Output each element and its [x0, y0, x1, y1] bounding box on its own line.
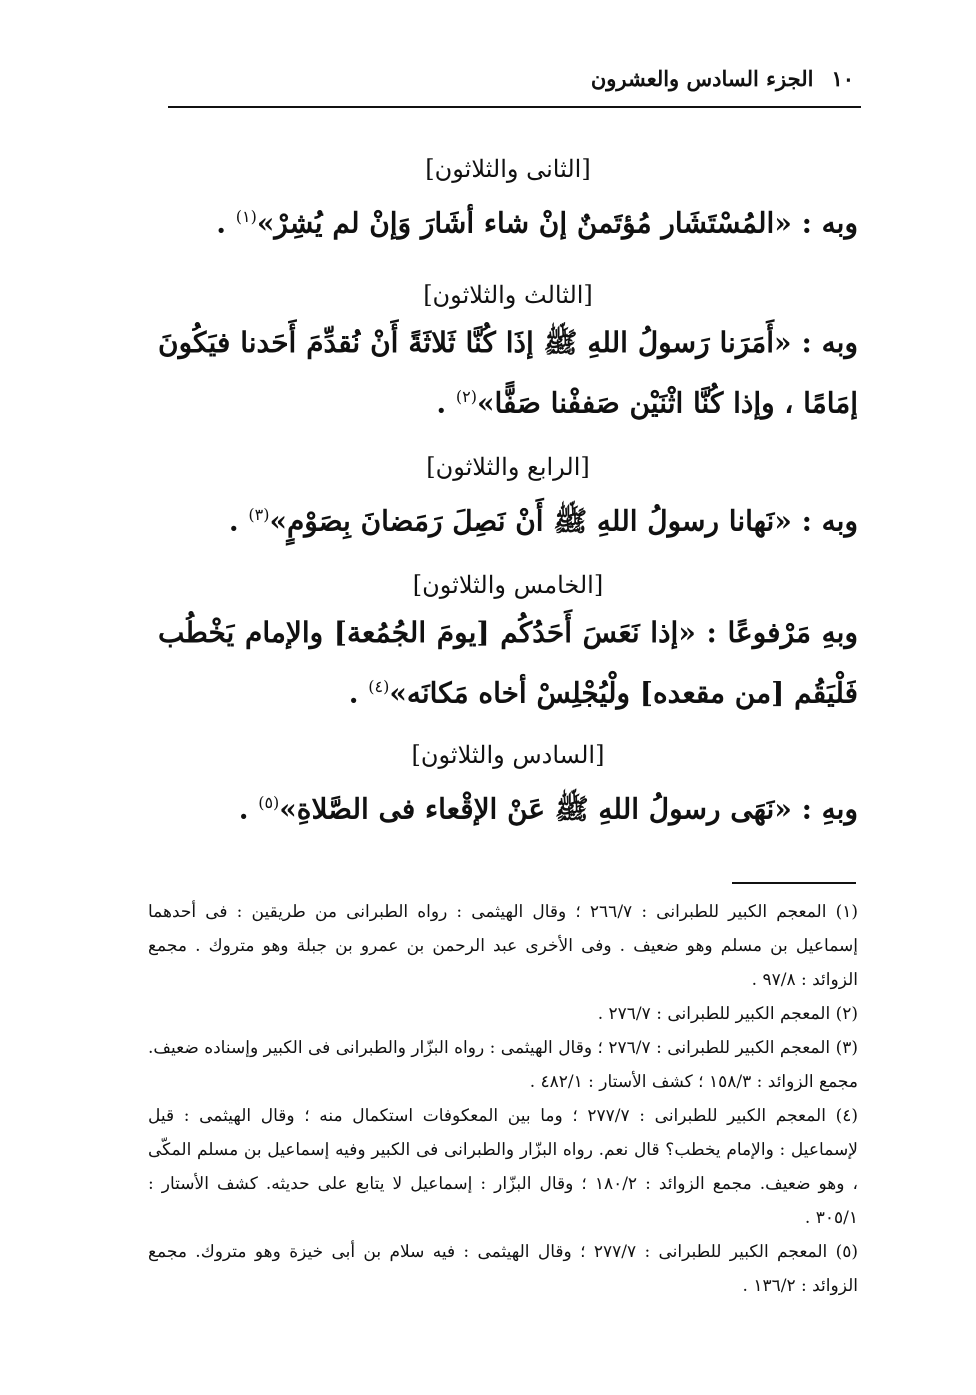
footnote-marker: (١) [235, 207, 257, 226]
hadith-35 [158, 568, 858, 720]
hadith-heading: [الثالث والثلاثون] [423, 281, 593, 309]
hadith-34 [158, 450, 858, 548]
hadith-heading: [الثانى والثلاثون] [425, 155, 591, 183]
hadith-body: وبهِ مَرْفوعًا : «إذا نَعَسَ أَحَدُكُم [يومَ الجُمُعة] والإمام يَخْطُب فَلْيَقُم [من مقعده] ولْيُجْلِسْ أخاه مَكانَه» [158, 616, 858, 710]
hadith-body: وبهِ : «نَهَى رسولُ اللهِ ﷺ عَنْ الإقْعاء فى الصَّلاةِ» [279, 792, 858, 826]
hadith-body: وبه : «نَهانا رسولُ اللهِ ﷺ أَنْ نَصِلَ رَمَضانَ بِصَوْمٍ» [269, 504, 858, 538]
footnote-2: (٢) المعجم الكبير للطبرانى : ٢٧٦/٧ . [597, 1004, 858, 1024]
hadith-36 [158, 738, 858, 836]
footnote-4: (٤) المعجم الكبير للطبرانى : ٢٧٧/٧ ؛ وما بين المعكوفات استكمال منه ؛ وقال الهيثمى : قيل لإسماعيل : والإمام يخطب؟ قال نعم. رواه البزّار والطبرانى فى الكبير وفيه إسماعيل بن مسلم المكّى ، وهو ضعيف. مجمع الزوائد : ١٨٠/٢ ؛ وقال البزّار : إسماعيل لا يتابع على حديثه. كشف الأستار : ٣٠٥/١ . [148, 1106, 858, 1228]
hadith-body: وبه : «أَمَرَنا رَسولُ اللهِ ﷺ إذَا كُنَّا ثَلاثَةً أَنْ نُقدِّمَ أَحَدنا فيَكُونَ إمَامًا ، وإذا كُنَّا اثْنَيْن صَففْنا صَفًّا» [158, 326, 858, 420]
hadith-text [158, 606, 858, 720]
footnote-5: (٥) المعجم الكبير للطبرانى : ٢٧٧/٧ ؛ وقال الهيثمى : فيه سلام بن أبى خيزة وهو متروك. مجمع الزوائد : ١٣٦/٢ . [148, 1242, 859, 1296]
footnote-marker: (٤) [368, 677, 390, 696]
hadith-end: . [216, 206, 236, 240]
hadith-end: . [436, 386, 456, 420]
header-rule [168, 106, 861, 108]
hadith-heading: [الخامس والثلاثون] [412, 571, 604, 599]
hadith-heading: [الرابع والثلاثون] [426, 453, 590, 481]
hadith-text [158, 190, 858, 250]
running-title: الجزء السادس والعشرون [590, 66, 814, 91]
footnote-marker: (٢) [455, 387, 477, 406]
hadith-text [158, 776, 858, 836]
hadith-end: . [228, 504, 249, 538]
hadith-end: . [348, 676, 369, 710]
hadith-text [158, 488, 858, 548]
running-header [134, 66, 854, 91]
footnote-rule [732, 882, 856, 884]
hadith-text [158, 316, 858, 430]
page-number: ١٠ [831, 66, 854, 91]
footnote-1: (١) المعجم الكبير للطبرانى : ٢٦٦/٧ ؛ وقال الهيثمى : رواه الطبرانى من طريقين : فى أحدهما إسماعيل بن مسلم وهو ضعيف . وفى الأخرى عبد الرحمن بن عمرو بن جبلة وهو متروك . مجمع الزوائد : ٩٧/٨ . [148, 902, 858, 990]
hadith-32 [158, 152, 858, 250]
hadith-end: . [238, 792, 259, 826]
hadith-heading: [السادس والثلاثون] [411, 741, 605, 769]
footnotes [148, 895, 858, 1303]
footnote-marker: (٥) [258, 793, 280, 812]
hadith-body: وبه : «المُسْتَشَار مُؤتَمنٌ إنْ شاء أشَارَ وَإنْ لم يُشِرْ» [256, 206, 858, 240]
footnote-marker: (٣) [248, 505, 270, 524]
hadith-33 [158, 278, 858, 430]
footnote-3: (٣) المعجم الكبير للطبرانى : ٢٧٦/٧ ؛ وقال الهيثمى : رواه البزّار والطبرانى فى الكبير وإسناده ضعيف. مجمع الزوائد : ١٥٨/٣ ؛ كشف الأستار : ٤٨٢/١ . [148, 1038, 858, 1092]
